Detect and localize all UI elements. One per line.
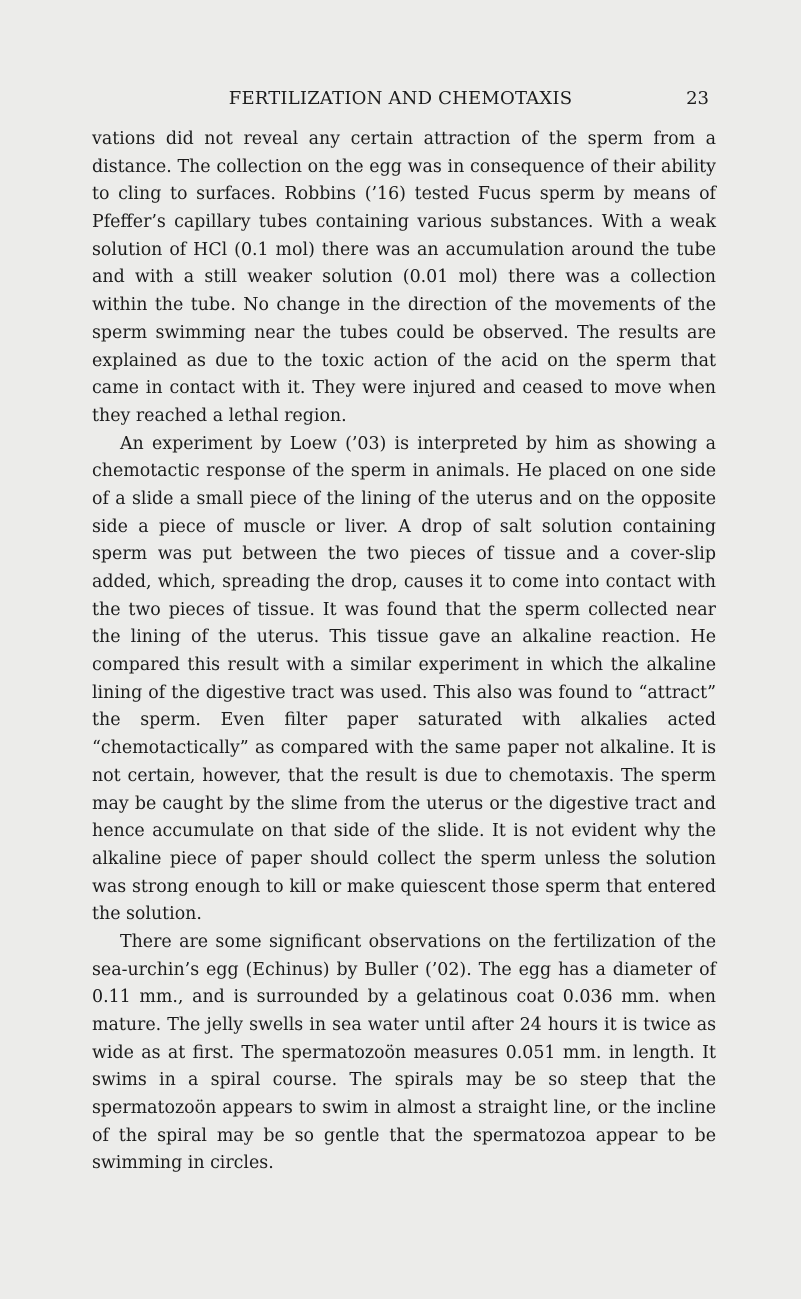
page-number: 23 [686,88,709,109]
paragraph-2: An experiment by Loew (’03) is interpreted by him as showing a chemotactic response of the sperm in animals. He placed on one side of a slide a small piece of the lining of the uterus and on the opposite side a piece of muscle or liver. A drop of salt solution containing sperm was put between the two pieces of tissue and a cover-slip added, which, spreading the drop, causes it to come into contact with the two pieces of tissue. It was found that the sperm collected near the lining of the uterus. This tissue gave an alkaline reaction. He compared this result with a similar experiment in which the alkaline lining of the digestive tract was used. This also was found to “attract” the sperm. Even filter paper saturated with alkalies acted “chemotactically” as compared with the same paper not alkaline. It is not certain, however, that the result is due to chemotaxis. The sperm may be caught by the slime from the uterus or the digestive tract and hence accumulate on that side of the slide. It is not evident why the alkaline piece of paper should collect the sperm unless the solution was strong enough to kill or make quiescent those sperm that entered the solution. [92,433,716,925]
page-header [92,88,709,118]
paragraph-3: There are some significant observations on the fertilization of the sea-urchin’s egg (Echinus) by Buller (’02). The egg has a diameter of 0.11 mm., and is surrounded by a gelatinous coat 0.036 mm. when mature. The jelly swells in sea water until after 24 hours it is twice as wide as at first. The spermatozoön measures 0.051 mm. in length. It swims in a spiral course. The spirals may be so steep that the spermatozoön appears to swim in almost a straight line, or the incline of the spiral may be so gentle that the spermatozoa appear to be swimming in circles. [92,931,716,1174]
running-title: FERTILIZATION AND CHEMOTAXIS [228,88,573,109]
body-text [92,126,716,1178]
paragraph-1: vations did not reveal any certain attraction of the sperm from a distance. The collection on the egg was in consequence of their ability to cling to surfaces. Robbins (’16) tested Fucus sperm by means of Pfeffer’s capillary tubes containing various substances. With a weak solution of HCl (0.1 mol) there was an accumulation around the tube and with a still weaker solution (0.01 mol) there was a collection within the tube. No change in the direction of the movements of the sperm swimming near the tubes could be observed. The results are explained as due to the toxic action of the acid on the sperm that came in contact with it. They were injured and ceased to move when they reached a lethal region. [92,129,716,426]
